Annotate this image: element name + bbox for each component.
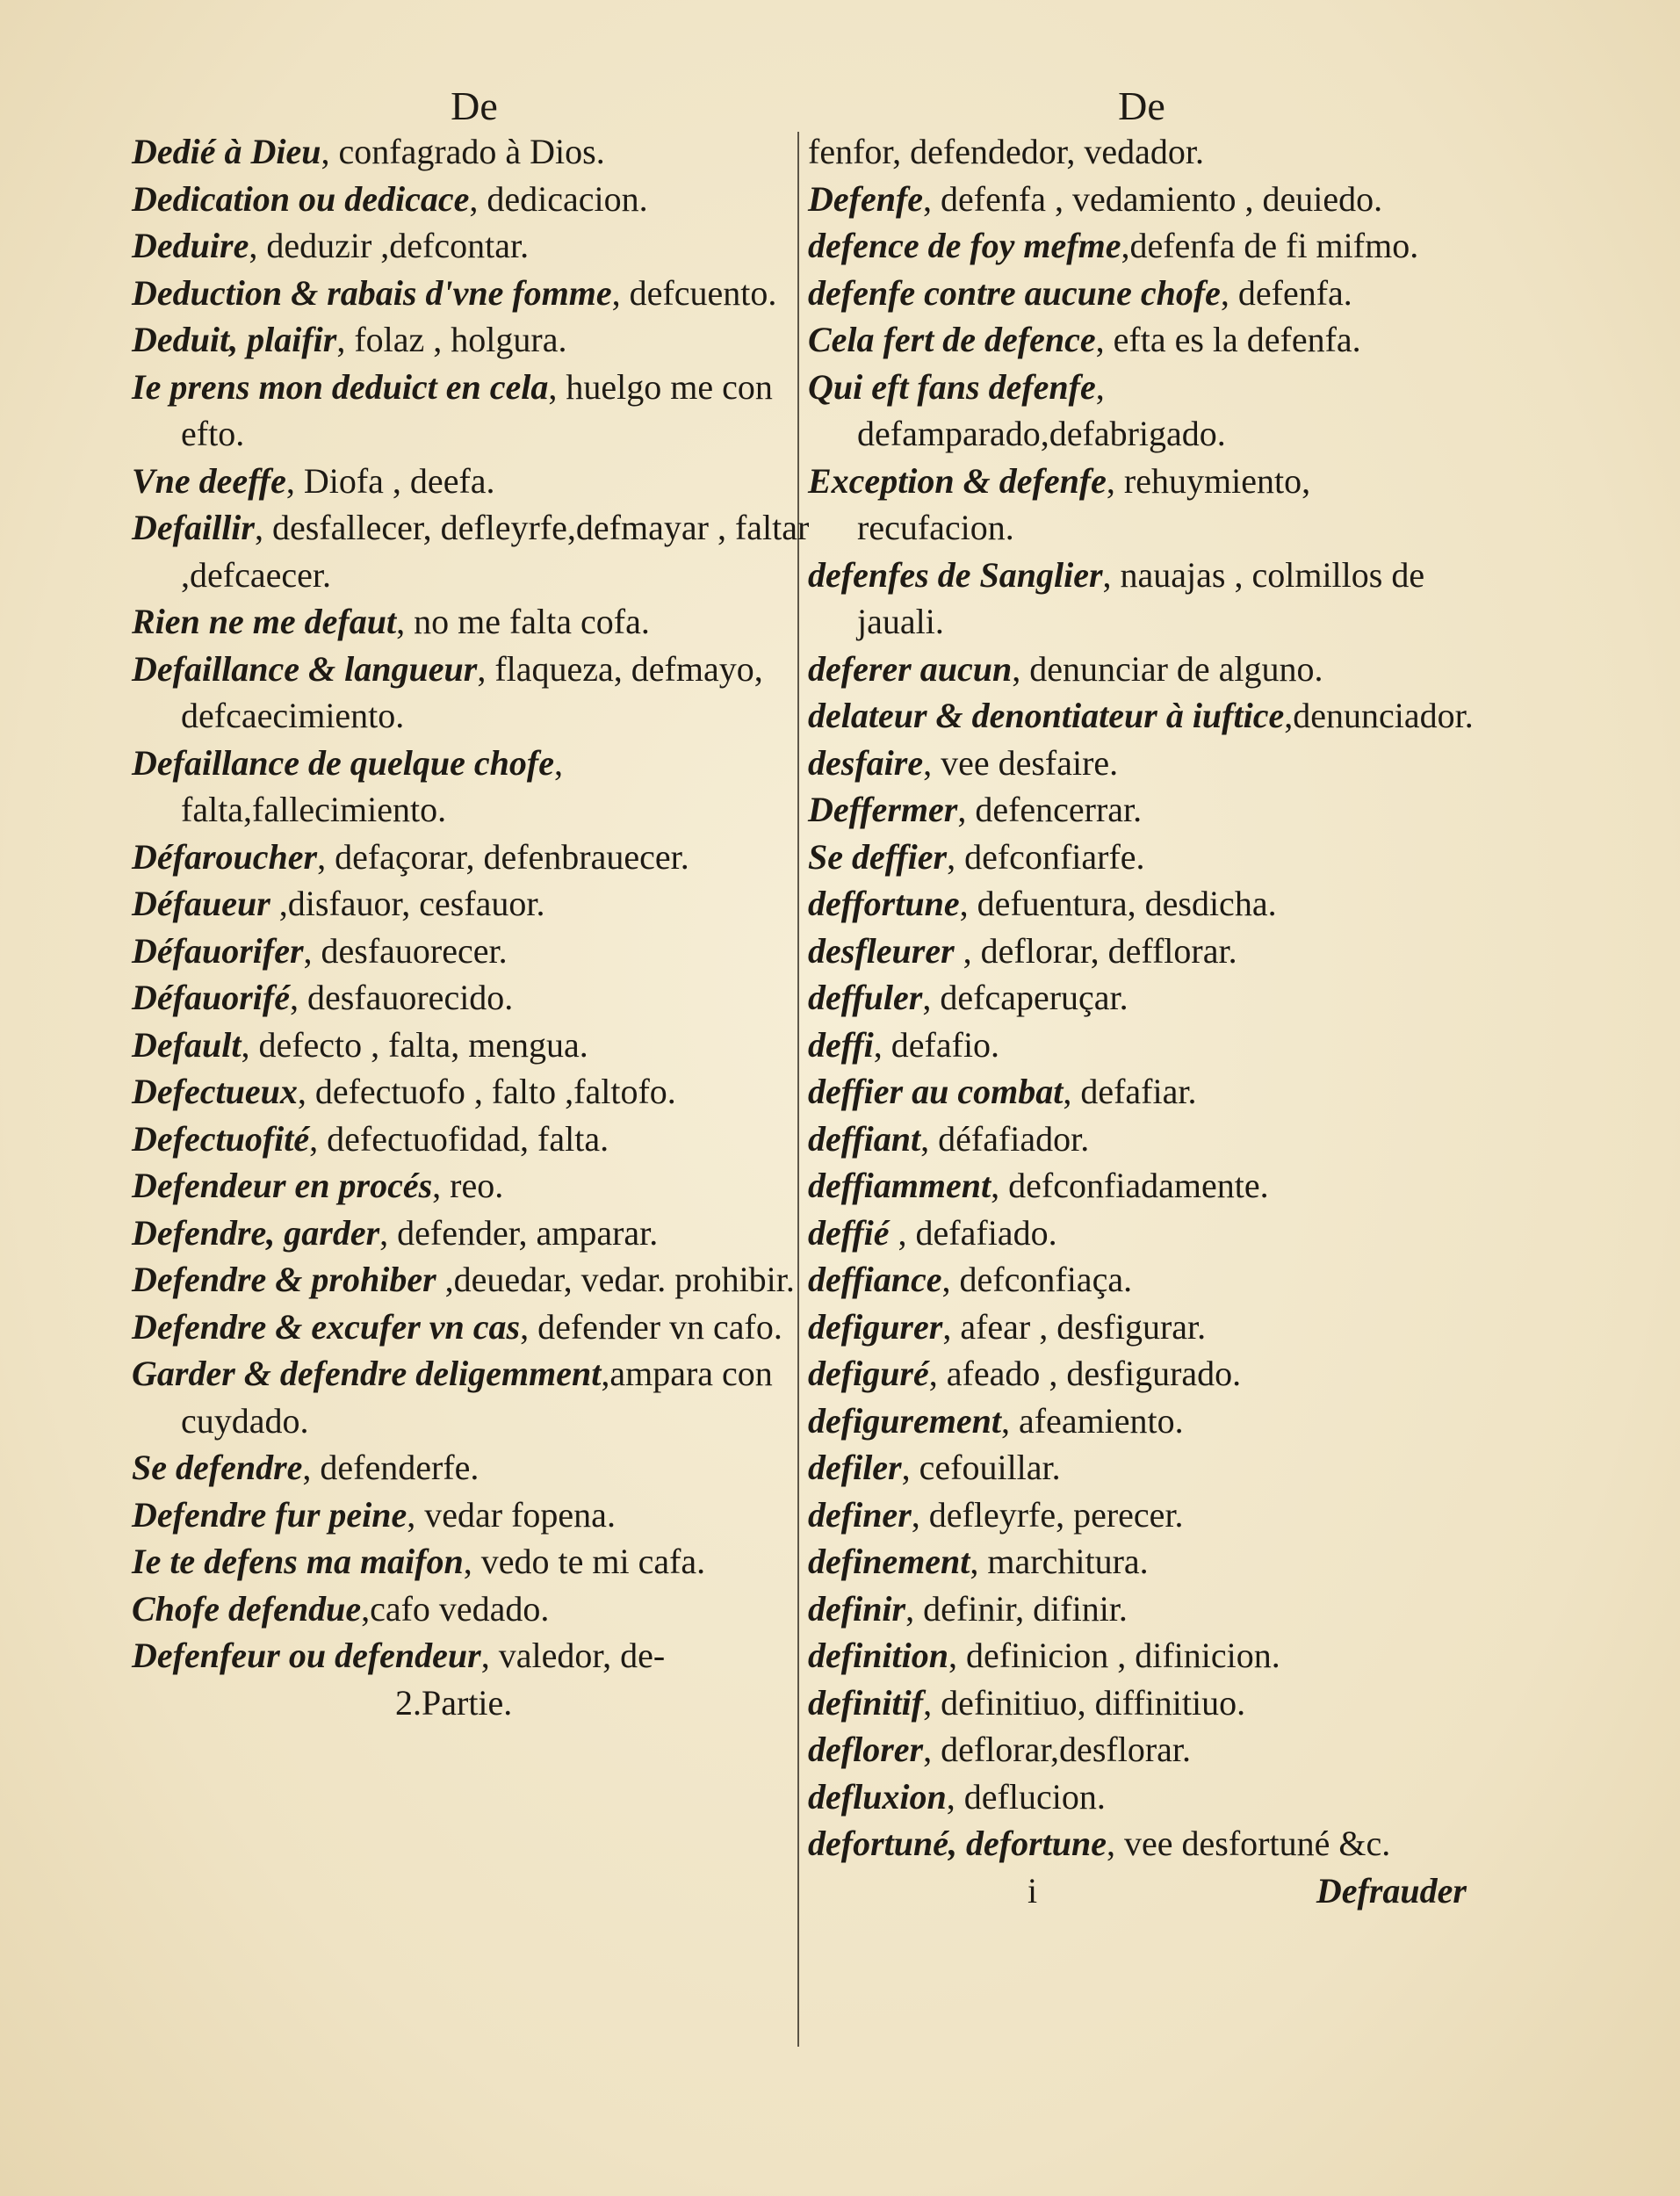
dictionary-entry [132,928,817,975]
entry-headword: Deduire [132,226,249,265]
entry-definition: , deflucion. [946,1776,1106,1817]
dictionary-entry [808,1680,1475,1727]
entry-headword: Défaueur [132,884,270,923]
dictionary-entry [132,646,817,740]
entry-headword: defigurement [808,1400,1001,1441]
dictionary-entry [132,598,817,646]
entry-headword: deflorer [808,1730,924,1769]
dictionary-entry [808,786,1475,834]
dictionary-entry [132,1162,817,1210]
dictionary-entry [808,552,1475,646]
entry-headword: Garder & defendre deligemment [132,1354,602,1393]
entry-definition: ,deuedar, vedar. prohibir. [436,1260,795,1299]
entry-headword: defenfes de Sanglier [808,554,1103,595]
entry-definition: , defaçorar, defenbrauecer. [317,836,689,877]
entry-headword: deffier au combat [808,1072,1064,1111]
signature-mark: 2.Partie. [395,1682,513,1723]
right-column-header: De [1118,83,1165,128]
entry-definition: , defenderfe. [302,1448,479,1487]
dictionary-entry [808,1586,1475,1633]
dictionary-entry [808,1116,1475,1163]
entry-definition: , defecto , falta, mengua. [241,1024,588,1065]
dictionary-entry [132,1022,817,1069]
entry-definition: , vedar fopena. [407,1494,616,1535]
dictionary-entry [808,316,1475,364]
dictionary-entry [808,1304,1475,1351]
entry-headword: defigurer [808,1306,943,1347]
entry-definition: , reo. [432,1166,504,1205]
entry-headword: definement [808,1542,970,1581]
dictionary-entry [808,1492,1475,1539]
entry-headword: definitif [808,1682,924,1723]
entry-definition: , nauajas , colmillos de jauali. [857,554,1425,641]
entry-headword: Deduction & rabais d'vne fomme [132,272,612,313]
entry-headword: defortuné, defortune [808,1824,1107,1863]
dictionary-entry [132,504,817,598]
entry-headword: defenfe contre aucune chofe [808,272,1221,313]
entry-definition: , Diofa , deefa. [285,460,495,501]
entry-definition: ,disfauor, cesfauor. [270,884,545,923]
right-entries [808,128,1475,1867]
entry-headword: deffié [808,1212,890,1253]
entry-definition: , defenfa , vedamiento , deuiedo. [923,178,1383,219]
entry-headword: deffortune [808,884,960,923]
entry-headword: Defenfeur ou defendeur [132,1636,481,1675]
entry-headword: Ie prens mon deduict en cela [132,366,549,407]
dictionary-entry [808,364,1475,458]
entry-definition: , huelgo me con efto. [181,366,773,453]
entry-definition: , afeamiento. [1000,1400,1184,1441]
entry-definition: , dedicacion. [469,178,648,219]
entry-headword: deffiamment [808,1166,991,1205]
dictionary-entry [808,222,1475,270]
dictionary-entry [808,1162,1475,1210]
dictionary-entry [808,128,1475,176]
dictionary-entry [132,1116,817,1163]
dictionary-entry [808,646,1475,693]
entry-headword: Defaillir [132,508,255,547]
left-column-header: De [451,83,498,128]
entry-definition: , definitiuo, diffinitiuo. [923,1682,1246,1723]
dictionary-entry [808,1068,1475,1116]
entry-definition: ,ampara con cuydado. [181,1354,773,1441]
dictionary-entry [132,974,817,1022]
entry-headword: deferer aucun [808,648,1013,689]
dictionary-entry [132,1632,817,1680]
dictionary-entry [808,1820,1475,1867]
entry-definition: , defafio. [873,1024,1000,1065]
entry-headword: desfaire [808,742,924,783]
entry-definition: , rehuymiento, recufacion. [857,460,1311,547]
dictionary-entry [808,1256,1475,1304]
entry-headword: deffuler [808,978,923,1017]
entry-definition: , defectuofidad, falta. [309,1118,609,1159]
entry-headword: definir [808,1588,906,1629]
entry-headword: defence de foy mefme [808,226,1121,265]
dictionary-entry [132,128,817,176]
entry-headword: Ie te defens ma maifon [132,1542,464,1581]
dictionary-entry [808,1022,1475,1069]
entry-definition: , defcaperuçar. [922,978,1128,1017]
entry-definition: , vedo te mi cafa. [463,1542,706,1581]
dictionary-entry [132,1444,817,1492]
dictionary-entry [808,458,1475,552]
entry-definition: , cefouillar. [901,1448,1061,1487]
entry-headword: Defendre & prohiber [132,1260,436,1299]
entry-definition: , defcuento. [611,272,777,313]
entry-headword: Defectuofité [132,1118,310,1159]
entry-definition: , folaz , holgura. [336,320,567,359]
left-column [132,83,817,1723]
left-entries [132,128,817,1680]
entry-headword: Défaroucher [132,836,318,877]
entry-headword: desfleurer [808,930,955,971]
dictionary-entry [132,1538,817,1586]
entry-headword: Defaillance de quelque chofe [132,742,554,783]
entry-headword: delateur & denontiateur à iuftice [808,696,1285,735]
entry-headword: Dedié à Dieu [132,132,321,171]
dictionary-entry [808,974,1475,1022]
entry-headword: Exception & defenfe [808,460,1107,501]
entry-headword: Deffermer [808,790,958,829]
dictionary-entry [132,176,817,223]
entry-definition: , vee desfortuné &c. [1107,1824,1391,1863]
entry-headword: Defaillance & langueur [132,648,478,689]
right-column [808,83,1475,1911]
catchword: Defrauder [1316,1870,1467,1911]
entry-definition: , defconfiaça. [941,1260,1133,1299]
dictionary-entry [808,176,1475,223]
dictionary-entry [132,740,817,834]
entry-definition: , desfauorecido. [289,978,514,1017]
dictionary-entry [132,880,817,928]
entry-headword: Cela fert de defence [808,320,1096,359]
dictionary-entry [808,1632,1475,1680]
entry-definition: , deflorar, defflorar. [954,930,1237,971]
dictionary-entry [808,270,1475,317]
entry-headword: Défauorifer [132,930,304,971]
entry-headword: Defendre fur peine [132,1494,407,1535]
entry-headword: Se deffier [808,836,948,877]
entry-definition: , desfallecer, defleyrfe,defmayar , faltar ,defcaecer. [181,508,810,595]
dictionary-entry [132,270,817,317]
dictionary-entry [132,1492,817,1539]
dictionary-entry [132,1210,817,1257]
entry-definition: ,cafo vedado. [361,1588,550,1629]
entry-definition: , flaqueza, defmayo, defcaecimiento. [181,648,763,735]
entry-headword: Dedication ou dedicace [132,178,470,219]
entry-definition: , deflorar,desflorar. [923,1730,1191,1769]
entry-definition: , defuentura, desdicha. [959,884,1277,923]
entry-headword: deffiant [808,1118,921,1159]
entry-definition: , falta,fallecimiento. [181,742,563,829]
entry-headword: Default [132,1024,242,1065]
entry-definition: , defender, amparar. [379,1212,659,1253]
entry-definition: , defafiado. [889,1212,1057,1253]
dictionary-entry [808,1726,1475,1773]
entry-definition: , defconfiadamente. [991,1166,1269,1205]
entry-headword: Vne deeffe [132,460,286,501]
dictionary-entry [132,1586,817,1633]
entry-headword: Defendre, garder [132,1212,380,1253]
dictionary-entry [132,316,817,364]
entry-headword: Rien ne me defaut [132,602,397,641]
entry-definition: , defender vn cafo. [520,1306,782,1347]
entry-definition: , efta es la defenfa. [1095,320,1361,359]
dictionary-entry [132,1068,817,1116]
dictionary-entry [808,1444,1475,1492]
entry-headword: defluxion [808,1776,947,1817]
entry-definition: , defectuofo , falto ,faltofo. [297,1072,676,1111]
dictionary-entry [808,1210,1475,1257]
entry-definition: , defafiar. [1063,1072,1197,1111]
entry-definition: , denunciar de alguno. [1012,648,1323,689]
entry-definition: , definir, difinir. [905,1588,1128,1629]
entry-definition: , confagrado à Dios. [321,132,605,171]
dictionary-entry [132,222,817,270]
entry-headword: Se defendre [132,1448,303,1487]
dictionary-entry [808,928,1475,975]
dictionary-entry [808,880,1475,928]
dictionary-entry [808,1538,1475,1586]
dictionary-entry [132,834,817,881]
entry-headword: defiguré [808,1354,929,1393]
dictionary-entry [808,1398,1475,1445]
dictionary-entry [132,1304,817,1351]
entry-definition: ,defenfa de fi mifmo. [1121,226,1419,265]
entry-definition: fenfor, defendedor, vedador. [808,132,1205,171]
dictionary-entry [808,1773,1475,1821]
gathering-mark: i [1027,1870,1038,1911]
entry-headword: deffi [808,1024,874,1065]
entry-definition: , defamparado,defabrigado. [857,366,1226,453]
entry-headword: Deduit, plaifir [132,320,337,359]
entry-definition: , defconfiarfe. [947,836,1145,877]
entry-definition: , defenfa. [1220,272,1352,313]
dictionary-entry [808,692,1475,740]
entry-headword: Defectueux [132,1072,298,1111]
dictionary-entry [132,1256,817,1304]
dictionary-entry [132,364,817,458]
entry-definition: , desfauorecer. [303,930,508,971]
dictionary-entry [808,1350,1475,1398]
entry-headword: Defendeur en procés [132,1166,433,1205]
entry-headword: definer [808,1494,912,1535]
entry-definition: , défafiador. [920,1118,1090,1159]
dictionary-entry [132,1350,817,1444]
entry-definition: , deduzir ,defcontar. [249,226,530,265]
entry-definition: , marchitura. [970,1542,1149,1581]
entry-definition: , afear , desfigurar. [942,1306,1207,1347]
entry-definition: , defencerrar. [957,790,1143,829]
entry-headword: deffiance [808,1260,942,1299]
entry-headword: Qui eft fans defenfe [808,366,1096,407]
entry-headword: Chofe defendue [132,1588,362,1629]
entry-definition: , defleyrfe, perecer. [911,1494,1184,1535]
entry-definition: , definicion , difinicion. [948,1636,1280,1675]
entry-definition: , valedor, de- [480,1636,666,1675]
entry-definition: , afeado , desfigurado. [928,1354,1242,1393]
entry-definition: , no me falta cofa. [396,602,650,641]
entry-headword: Defenfe [808,178,924,219]
dictionary-entry [132,458,817,505]
dictionary-entry [808,740,1475,787]
entry-definition: ,denunciador. [1284,696,1474,735]
entry-headword: definition [808,1636,949,1675]
entry-headword: Défauorifé [132,978,290,1017]
entry-headword: defiler [808,1448,902,1487]
dictionary-entry [808,834,1475,881]
entry-definition: , vee desfaire. [923,742,1119,783]
entry-headword: Defendre & excufer vn cas [132,1306,521,1347]
